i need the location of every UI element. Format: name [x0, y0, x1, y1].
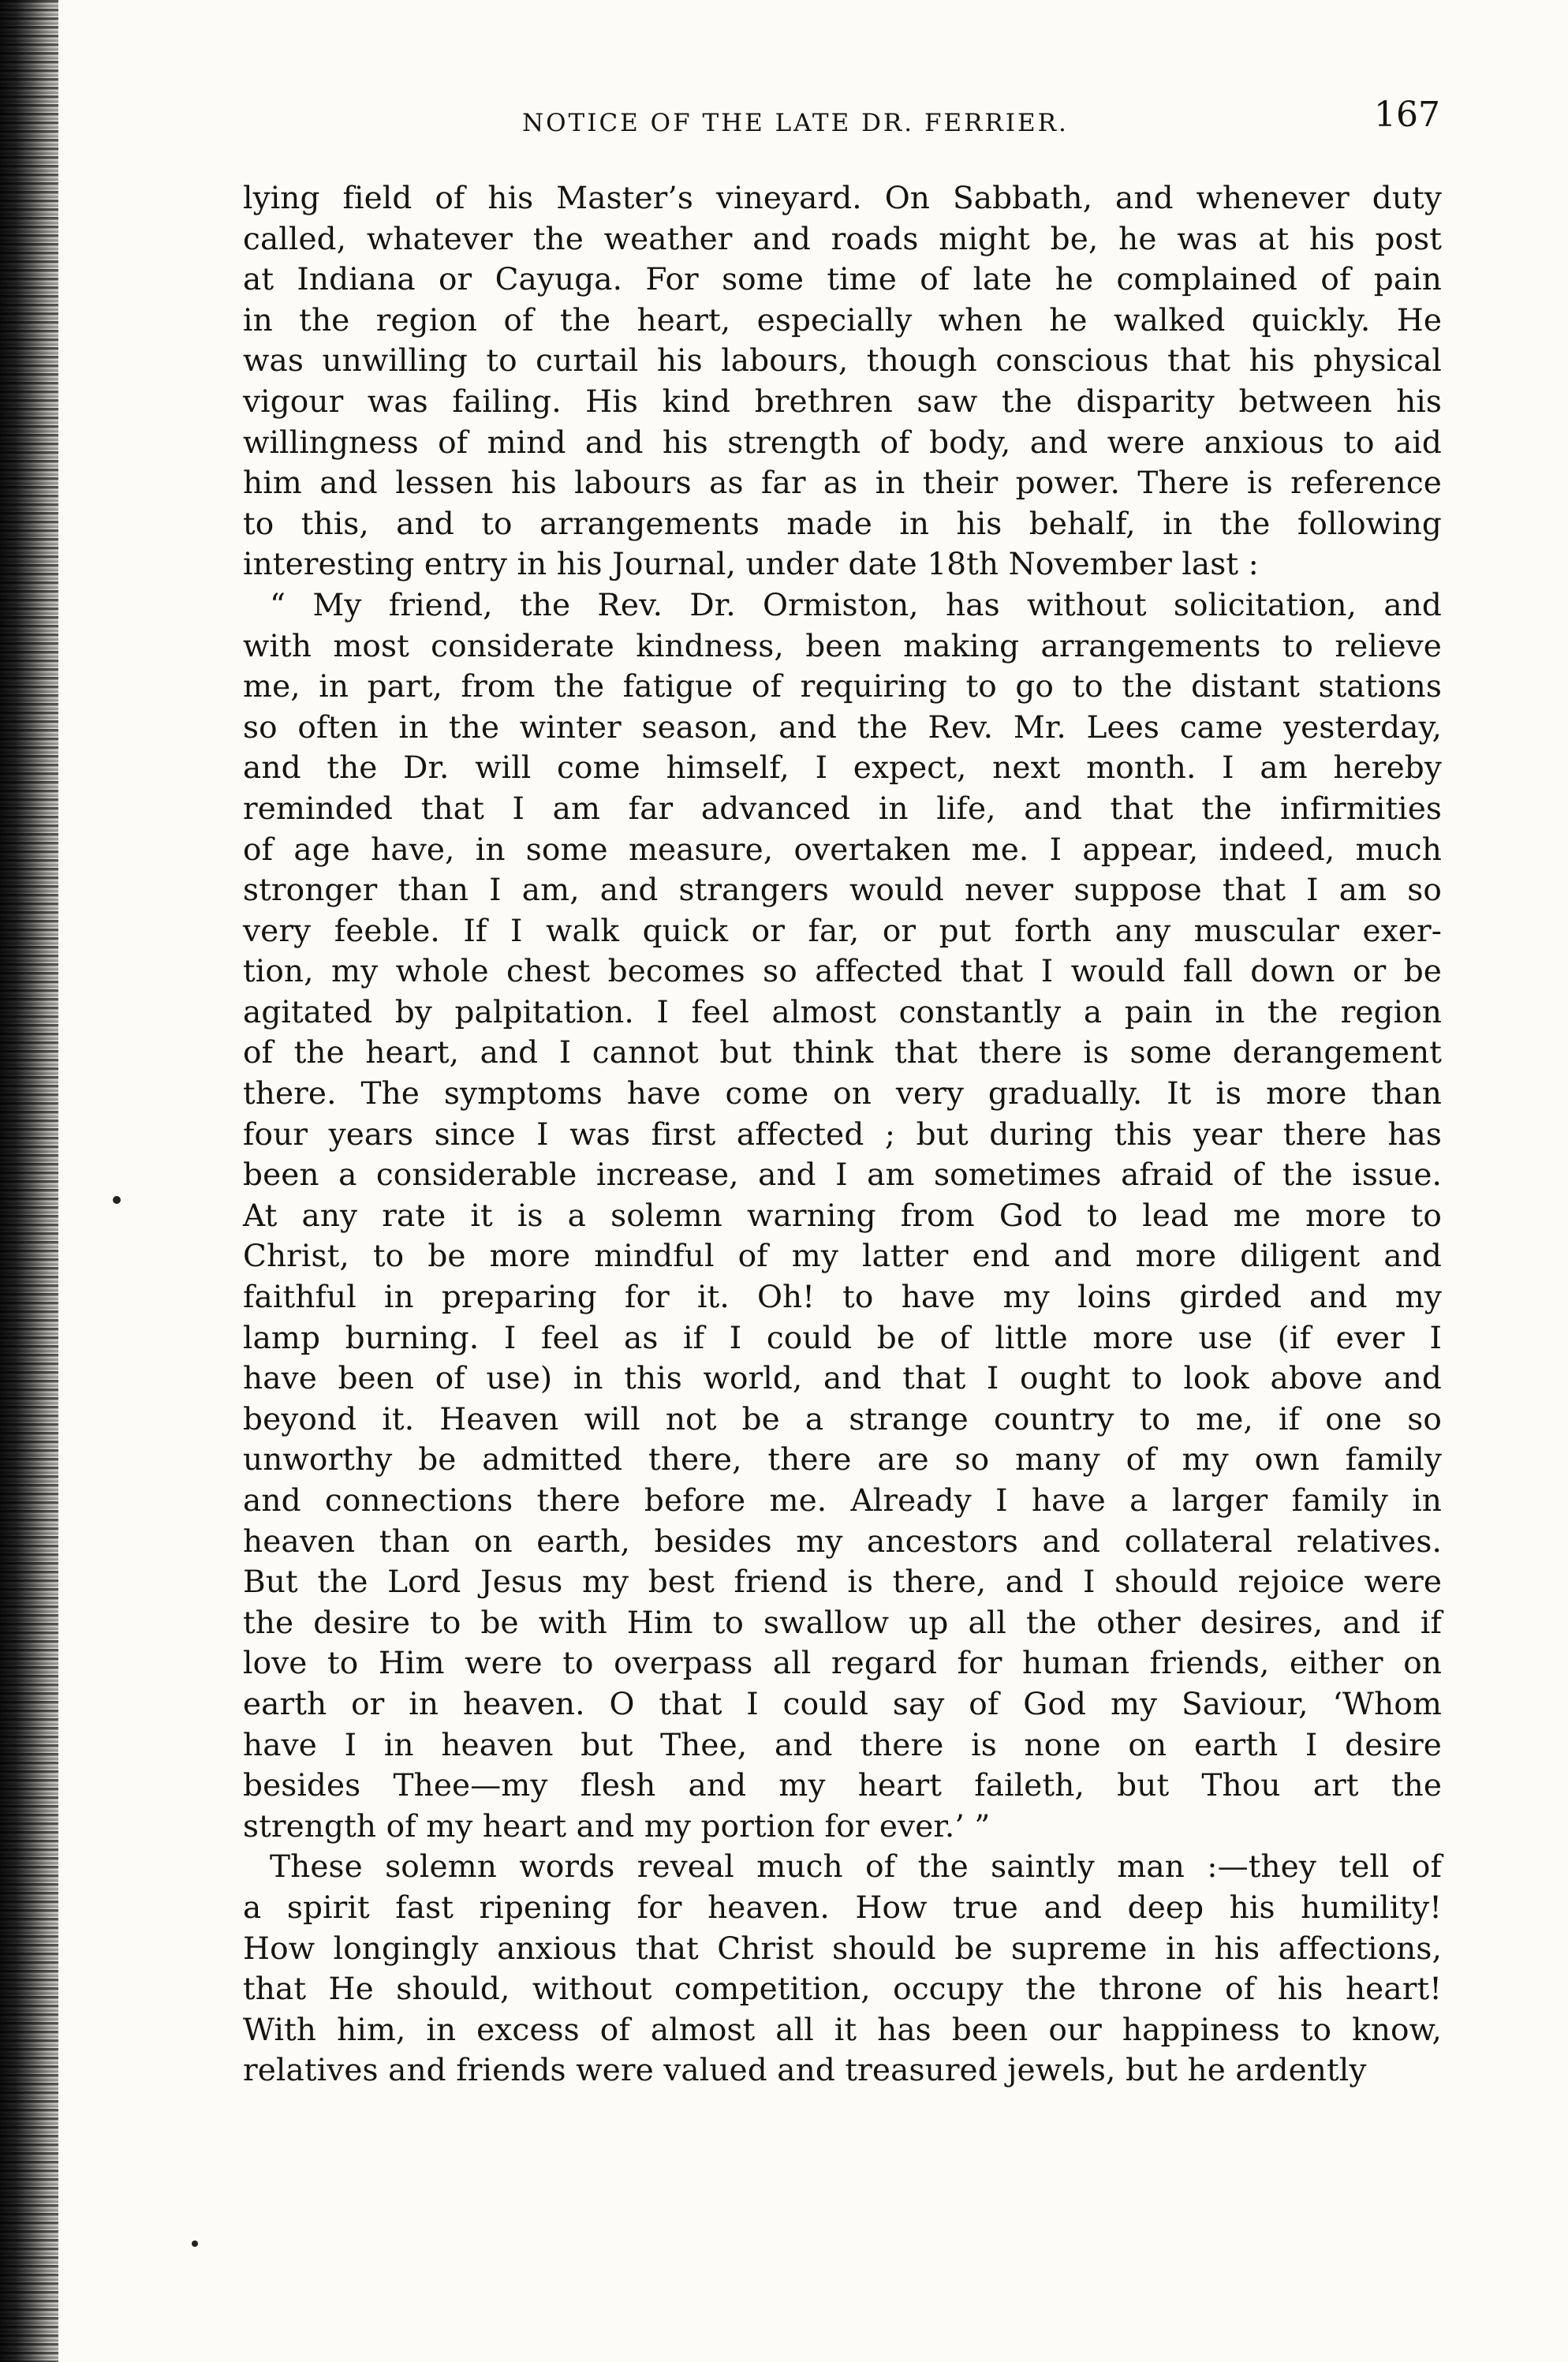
quote-line: there. The symptoms have come on very gradually. It is more than: [243, 1076, 1442, 1112]
running-title: NOTICE OF THE LATE DR. FERRIER.: [522, 109, 1069, 137]
quote-line: agitated by palpitation. I feel almost constantly a pain in the region: [243, 994, 1442, 1030]
quote-line: have been of use) in this world, and that I ought to look above and: [243, 1361, 1442, 1397]
quote-line: very feeble. If I walk quick or far, or put forth any muscular exer-: [243, 913, 1442, 949]
text-line: How longingly anxious that Christ should be supreme in his affections,: [243, 1930, 1442, 1967]
running-header: [442, 95, 1499, 150]
quote-line: tion, my whole chest becomes so affected that I would fall down or be: [243, 954, 1442, 990]
quote-line: four years since I was first affected ; but during this year there has: [243, 1116, 1442, 1153]
quote-line: with most considerate kindness, been making arrangements to relieve: [243, 628, 1442, 664]
quote-line: faithful in preparing for it. Oh! to have my loins girded and my: [243, 1280, 1442, 1316]
quote-line: But the Lord Jesus my best friend is there, and I should rejoice were: [243, 1564, 1442, 1601]
quote-line: have I in heaven but Thee, and there is none on earth I desire: [243, 1727, 1442, 1763]
quote-line: stronger than I am, and strangers would never suppose that I am so: [243, 873, 1442, 909]
text-line: to this, and to arrangements made in his behalf, in the following: [243, 506, 1442, 542]
text-line: that He should, without competition, occupy the throne of his heart!: [243, 1971, 1442, 2008]
text-line: him and lessen his labours as far as in their power. There is reference: [243, 465, 1442, 502]
quote-line: unworthy be admitted there, there are so many of my own family: [243, 1442, 1442, 1478]
text-line: a spirit fast ripening for heaven. How true and deep his humility!: [243, 1889, 1442, 1926]
page-gutter-shadow: [0, 0, 58, 2362]
quote-line: beyond it. Heaven will not be a strange country to me, if one so: [243, 1401, 1442, 1437]
text-line: With him, in excess of almost all it has been our happiness to know,: [243, 2012, 1442, 2048]
quote-line: besides Thee—my flesh and my heart faileth, but Thou art the: [243, 1768, 1442, 1804]
text-line: at Indiana or Cayuga. For some time of late he complained of pain: [243, 262, 1442, 298]
text-line: These solemn words reveal much of the saintly man :—they tell of: [270, 1849, 1442, 1885]
quote-line: the desire to be with Him to swallow up all the other desires, and if: [243, 1605, 1442, 1641]
quote-line: and connections there before me. Already I have a larger family in: [243, 1483, 1442, 1519]
quote-line: strength of my heart and my portion for ever.’ ”: [243, 1808, 991, 1844]
page-number: 167: [1374, 95, 1440, 135]
quote-line: earth or in heaven. O that I could say of God my Saviour, ‘Whom: [243, 1686, 1442, 1722]
quote-line: love to Him were to overpass all regard for human friends, either on: [243, 1646, 1442, 1682]
quote-line: “ My friend, the Rev. Dr. Ormiston, has without solicitation, and: [270, 587, 1442, 623]
quote-line: At any rate it is a solemn warning from God to lead me more to: [243, 1198, 1442, 1234]
text-line: willingness of mind and his strength of body, and were anxious to aid: [243, 424, 1442, 461]
ink-dot: [113, 1196, 121, 1204]
main-text: [243, 178, 1442, 2091]
quote-line: lamp burning. I feel as if I could be of little more use (if ever I: [243, 1320, 1442, 1356]
text-line: lying field of his Master’s vineyard. On Sabbath, and whenever duty: [243, 181, 1442, 216]
ink-dot: [192, 2241, 198, 2247]
quote-line: heaven than on earth, besides my ancestors and collateral relatives.: [243, 1523, 1442, 1560]
text-line: called, whatever the weather and roads might be, he was at his post: [243, 221, 1442, 257]
text-line: in the region of the heart, especially when he walked quickly. He: [243, 302, 1442, 338]
quote-line: reminded that I am far advanced in life, and that the infirmities: [243, 790, 1442, 827]
quote-line: and the Dr. will come himself, I expect, next month. I am hereby: [243, 750, 1442, 787]
quote-line: been a considerable increase, and I am sometimes afraid of the issue.: [243, 1157, 1442, 1194]
quote-line: Christ, to be more mindful of my latter end and more diligent and: [243, 1239, 1442, 1275]
text-line: was unwilling to curtail his labours, though conscious that his physical: [243, 343, 1442, 379]
text-line: vigour was failing. His kind brethren saw the disparity between his: [243, 383, 1442, 420]
quote-line: of age have, in some measure, overtaken me. I appear, indeed, much: [243, 832, 1442, 868]
quote-line: of the heart, and I cannot but think that there is some derangement: [243, 1035, 1442, 1071]
text-line: relatives and friends were valued and treasured jewels, but he ardently: [243, 2053, 1367, 2089]
quote-line: so often in the winter season, and the Rev. Mr. Lees came yesterday,: [243, 709, 1442, 746]
quote-line: me, in part, from the fatigue of requiring to go to the distant stations: [243, 669, 1442, 705]
text-line: interesting entry in his Journal, under date 18th November last :: [243, 547, 1259, 583]
